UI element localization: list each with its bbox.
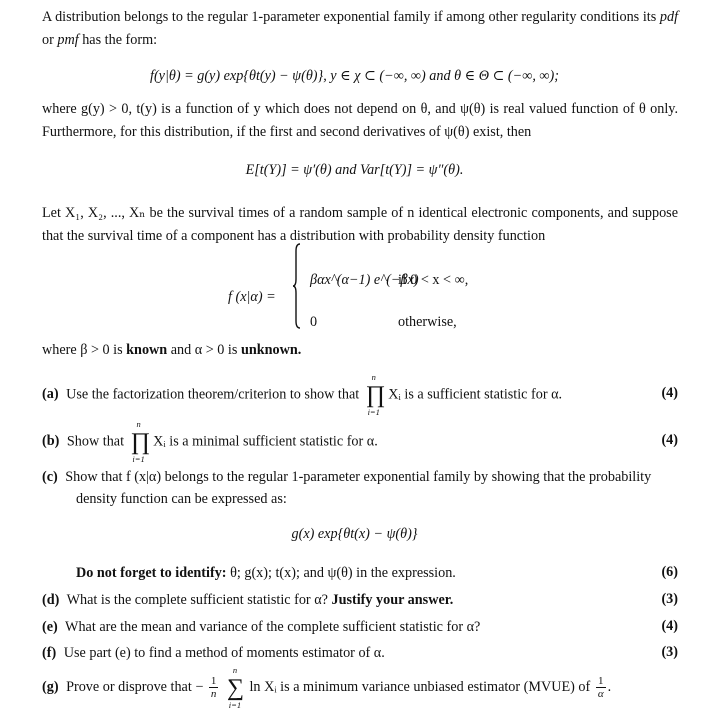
question-part-f: (f) Use part (e) to find a method of moments estimator of α. bbox=[42, 645, 385, 661]
question-part-a: (a) Use the factorization theorem/criterion to show that n ∏ i=1 Xᵢ is a sufficient statistic for α. bbox=[42, 372, 563, 417]
exponential-family-equation: f(y|θ) = g(y) exp{θt(y) − ψ(θ)}, y ∈ χ ⊂ (−∞, ∞) and θ ∈ Θ ⊂ (−∞, ∞); bbox=[150, 68, 559, 84]
case1-expression: βαx^(α−1) e^(−βx) bbox=[310, 272, 419, 288]
exponential-form-equation: g(x) exp{θt(x) − ψ(θ)} bbox=[291, 526, 418, 542]
case2-condition: otherwise, bbox=[398, 314, 457, 330]
marks-d: (3) bbox=[661, 591, 678, 607]
marks-e: (4) bbox=[661, 618, 678, 634]
marks-f: (3) bbox=[661, 644, 678, 660]
parameter-statement: where β > 0 is known and α > 0 is unknown. bbox=[42, 342, 302, 358]
question-part-b: (b) Show that n ∏ i=1 Xᵢ is a minimal sufficient statistic for α. bbox=[42, 419, 378, 464]
setup-paragraph: Let X₁, X₂, ..., Xₙ be the survival times of a random sample of n identical electronic components, and suppose that the survival time of a component has a distribution with probability density function bbox=[42, 205, 678, 244]
question-part-c: (c) Show that f (x|α) belongs to the regular 1-parameter exponential family by showing that the probability density function can be expressed as: bbox=[42, 469, 652, 507]
moments-equation: E[t(Y)] = ψ′(θ) and Var[t(Y)] = ψ″(θ). bbox=[245, 162, 464, 178]
identify-instruction: Do not forget to identify: θ; g(x); t(x); and ψ(θ) in the expression. bbox=[76, 565, 456, 581]
product-symbol: n ∏ i=1 bbox=[365, 372, 386, 417]
question-part-g: (g) Prove or disprove that − $\frac{1}{n}$ n ∑ i=1 ln Xᵢ is a minimum variance unbiased estimator (MVUE) of $\frac{1}{\alpha}$ . bbox=[42, 664, 612, 710]
pdf-lhs: f (x|α) = bbox=[228, 289, 276, 305]
case1-condition: if 0 < x < ∞, bbox=[398, 272, 469, 288]
case2-expression: 0 bbox=[310, 314, 318, 330]
question-part-e: (e) What are the mean and variance of the complete sufficient statistic for α? bbox=[42, 619, 481, 635]
fraction-one-over-n: $\frac{1}{n}$ bbox=[210, 675, 217, 700]
left-brace-icon bbox=[293, 243, 301, 329]
fraction-one-over-alpha: $\frac{1}{\alpha}$ bbox=[597, 675, 604, 700]
marks-a: (4) bbox=[661, 385, 678, 401]
marks-b: (4) bbox=[661, 432, 678, 448]
marks-c: (6) bbox=[661, 564, 678, 580]
product-symbol: n ∏ i=1 bbox=[130, 419, 151, 464]
intro-paragraph: A distribution belongs to the regular 1-parameter exponential family if among other regularity conditions its pdf or pmf has the form: bbox=[42, 9, 679, 48]
conditions-paragraph: where g(y) > 0, t(y) is a function of y which does not depend on θ, and ψ(θ) is real valued function of θ only. Furthermore, for this distribution, if the first and second derivatives of ψ(θ) exist, then bbox=[42, 101, 678, 140]
question-part-d: (d) What is the complete sufficient statistic for α? Justify your answer. bbox=[42, 592, 454, 608]
summation-symbol: n ∑ i=1 bbox=[226, 664, 245, 710]
